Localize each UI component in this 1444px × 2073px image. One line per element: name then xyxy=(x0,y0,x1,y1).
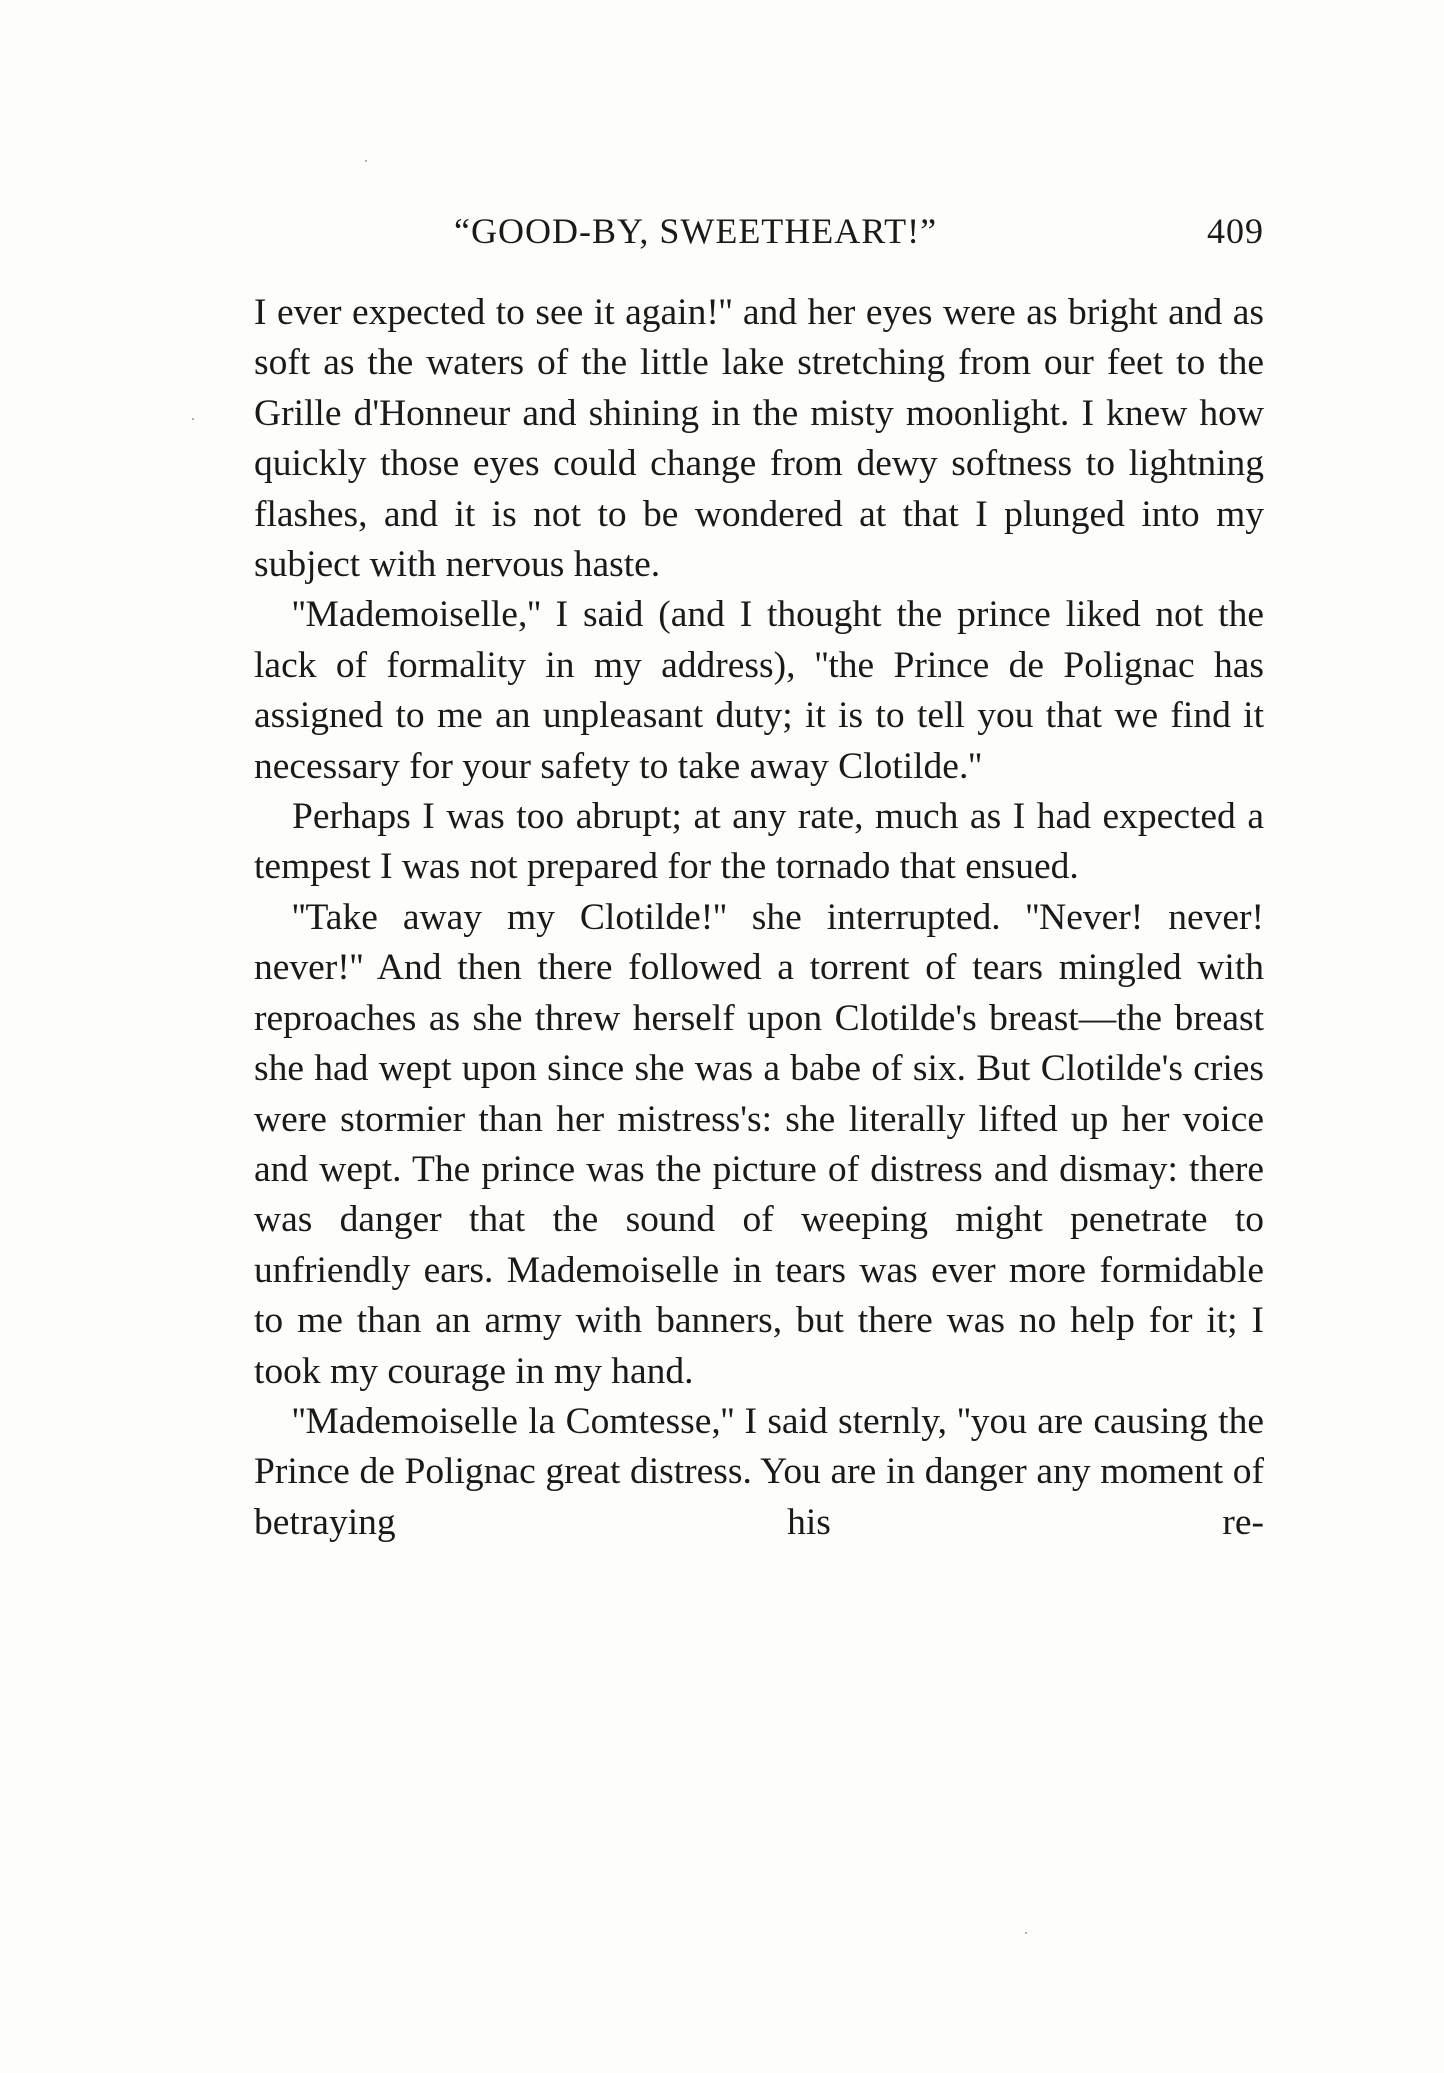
paragraph: ''Mademoiselle,'' I said (and I thought the prince liked not the lack of formality in my address), ''the Prince de Polignac has assigned to me an unpleasant duty; it is to tell you that we find it necessary for your safety to take away Clotilde.'' xyxy=(254,594,1264,787)
scan-speck xyxy=(192,418,194,420)
scan-speck xyxy=(365,160,367,162)
book-page xyxy=(254,0,1264,2073)
page-number: 409 xyxy=(1207,211,1264,251)
body-text xyxy=(254,288,1264,1548)
paragraph: ''Take away my Clotilde!'' she interrupted. ''Never! never! never!'' And then there followed a torrent of tears mingled with reproaches as she threw herself upon Clotilde's breast—the breast she had wept upon since she was a babe of six. But Clotilde's cries were stormier than her mistress's: she literally lifted up her voice and wept. The prince was the picture of distress and dismay: there was danger that the sound of weeping might penetrate to unfriendly ears. Mademoiselle in tears was ever more formidable to me than an army with banners, but there was no help for it; I took my courage in my hand. xyxy=(254,896,1264,1392)
paragraph: Perhaps I was too abrupt; at any rate, much as I had expected a tempest I was not prepared for the tornado that ensued. xyxy=(254,796,1264,888)
paragraph-continued: I ever expected to see it again!'' and her eyes were as bright and as soft as the waters of the little lake stretching from our feet to the Grille d'Honneur and shining in the misty moonlight. I knew how quickly those eyes could change from dewy softness to lightning flashes, and it is not to be wondered at that I plunged into my subject with nervous haste. xyxy=(254,292,1264,586)
scan-speck xyxy=(1025,1932,1027,1934)
running-title: “GOOD-BY, SWEETHEART!” xyxy=(454,211,938,251)
paragraph: ''Mademoiselle la Comtesse,'' I said sternly, ''you are causing the Prince de Polignac great distress. You are in danger any moment of betraying his re- xyxy=(254,1400,1264,1543)
page-header xyxy=(254,210,1264,260)
